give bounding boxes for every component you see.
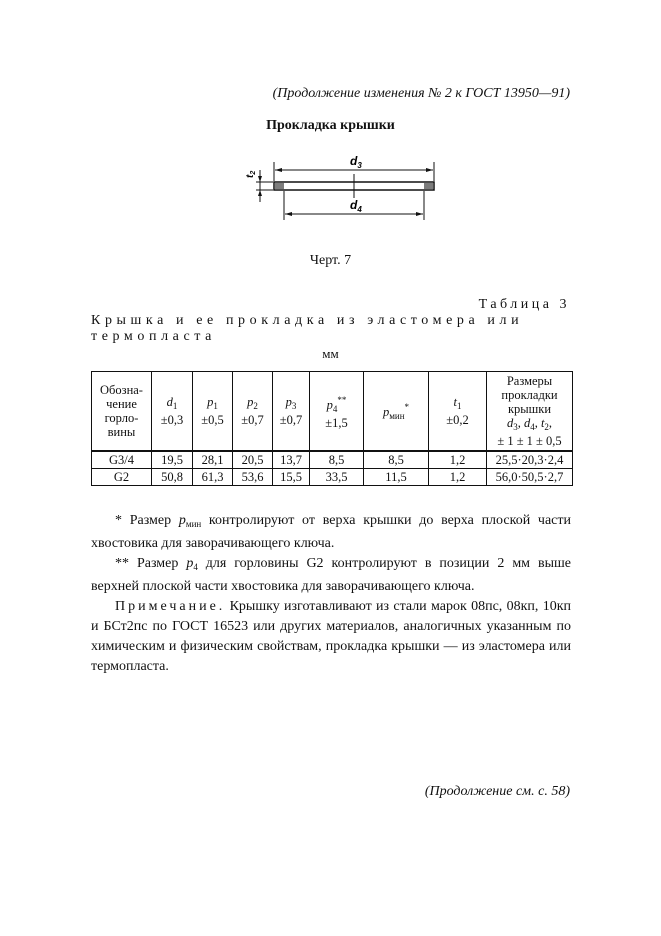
cell-p3: 13,7 (273, 451, 310, 469)
cell-pmin: 11,5 (364, 469, 429, 486)
d3-label: $d_3$ (350, 154, 362, 170)
cell-gasket: 56,0·50,5·2,7 (487, 469, 573, 486)
d3-arrow-left (275, 168, 282, 172)
header-designation: Обозна-чение горло-вины (92, 372, 152, 452)
figure-title: Прокладка крышки (266, 118, 395, 133)
table-units: мм (322, 346, 339, 361)
dimensions-table (91, 371, 573, 486)
cell-t1: 1,2 (429, 469, 487, 486)
gasket-hatch-right (424, 183, 433, 189)
d4-arrow-left (285, 212, 292, 216)
header-p3: $p_3$ ±0,7 (273, 372, 310, 452)
cell-p1: 28,1 (193, 451, 233, 469)
t2-arrow-top (258, 176, 262, 182)
header-t1: $t_1$ ±0,2 (429, 372, 487, 452)
header-p1: $p_1$ ±0,5 (193, 372, 233, 452)
table-row (92, 451, 573, 469)
cell-p3: 15,5 (273, 469, 310, 486)
header-p4: $p_4^{**}$ ±1,5 (310, 372, 364, 452)
cell-p2: 53,6 (233, 469, 273, 486)
header-pmin: $p_{мин}^*$ (364, 372, 429, 452)
gasket-hatch-left (275, 183, 284, 189)
d4-arrow-right (416, 212, 423, 216)
header-continuation: (Продолжение изменения № 2 к ГОСТ 13950—91) (272, 86, 570, 101)
cell-t1: 1,2 (429, 451, 487, 469)
cell-pmin: 8,5 (364, 451, 429, 469)
footer-continuation: (Продолжение см. с. 58) (424, 784, 570, 799)
table-title: Крышка и ее прокладка из эластомера или термопласта (91, 313, 524, 344)
cell-gasket: 25,5·20,3·2,4 (487, 451, 573, 469)
cell-designation: G2 (92, 469, 152, 486)
figure-caption: Черт. 7 (309, 253, 352, 268)
cell-d1: 50,8 (152, 469, 193, 486)
footnote-pmin: * Размер $p_{мин}$ контролируют от верха крышки до верха плоской части хвостовика для заворачивающего ключа. (91, 513, 571, 551)
note-material: Примечание. Крышку изготавливают из стали марок 08пс, 08кп, 10кп и БСт2пс по ГОСТ 16523 или других материалов, аналогичных указанным по химическим и физическим свойствам, прокладка крышки — из эластомера или термопласта. (91, 599, 571, 674)
cell-p1: 61,3 (193, 469, 233, 486)
table-header-row (92, 372, 573, 452)
header-d1: $d_1$ ±0,3 (152, 372, 193, 452)
table-row (92, 469, 573, 486)
t2-label: $t_2$ (245, 170, 257, 178)
header-gasket: Размеры прокладки крышки $d_3$, $d_4$, $t_2$, ± 1 ± 1 ± 0,5 (487, 372, 573, 452)
cell-designation: G3/4 (92, 451, 152, 469)
cell-p2: 20,5 (233, 451, 273, 469)
d3-arrow-right (426, 168, 433, 172)
notes-block (91, 511, 571, 677)
d4-label: $d_4$ (350, 198, 362, 214)
gasket-drawing (244, 148, 444, 228)
table-number: Таблица 3 (478, 297, 570, 312)
header-p2: $p_2$ ±0,7 (233, 372, 273, 452)
footnote-p4: ** Размер $p_4$ для горловины G2 контролируют в позиции 2 мм выше верхней плоской части хвостовика для заворачивающего ключа. (91, 556, 572, 594)
cell-d1: 19,5 (152, 451, 193, 469)
t2-arrow-bottom (258, 190, 262, 196)
cell-p4: 8,5 (310, 451, 364, 469)
cell-p4: 33,5 (310, 469, 364, 486)
